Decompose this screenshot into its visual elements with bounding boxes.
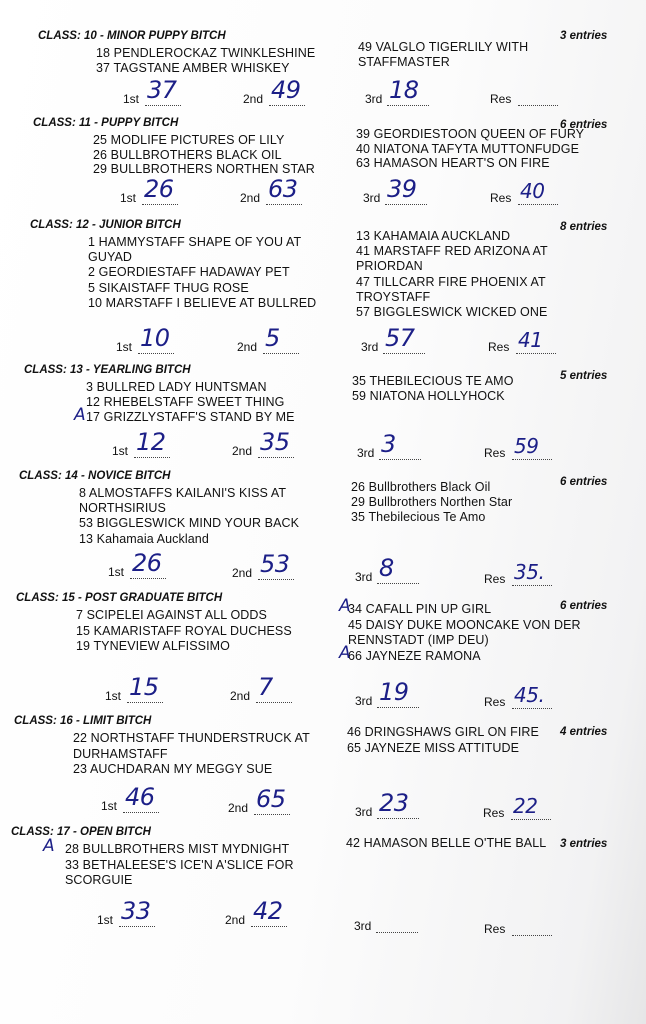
placing-label-third: 3rd — [361, 340, 379, 354]
placing-label-first: 1st — [123, 92, 140, 106]
placing-label-res: Res — [490, 191, 512, 205]
handwritten-placing-res: 41 — [518, 328, 543, 352]
handwritten-placing-second: 5 — [265, 324, 280, 352]
handwritten-placing-first: 26 — [132, 549, 162, 577]
placing-line-second — [269, 104, 305, 106]
handwritten-placing-third: 3 — [381, 430, 396, 458]
placing-line-res — [512, 458, 552, 460]
placing-label-first: 1st — [116, 340, 133, 354]
placing-line-res — [518, 104, 558, 106]
class-entry-count: 6 entries — [560, 600, 608, 612]
handwritten-placing-res: 40 — [520, 179, 545, 203]
handwritten-placing-first: 46 — [125, 783, 155, 811]
placing-label-res: Res — [484, 695, 506, 709]
handwritten-placing-third: 39 — [387, 175, 417, 203]
dog-entry-right: 39 GEORDIESTOON QUEEN OF FURY — [356, 127, 585, 141]
absent-mark: A — [43, 836, 55, 856]
absent-mark: A — [74, 405, 86, 426]
class-entry-count: 3 entries — [560, 30, 608, 42]
handwritten-placing-third: 8 — [379, 554, 394, 582]
dog-entry-left: 10 MARSTAFF I BELIEVE AT BULLRED — [88, 295, 317, 310]
placing-line-second — [263, 352, 299, 354]
placing-line-second — [258, 456, 294, 458]
placing-line-first — [142, 203, 178, 205]
handwritten-placing-second: 7 — [258, 673, 273, 701]
class-entry-count: 6 entries — [560, 119, 608, 131]
dog-entry-right: 45 DAISY DUKE MOONCAKE VON DER — [348, 617, 581, 632]
dog-entry-left: 3 BULLRED LADY HUNTSMAN — [86, 380, 267, 394]
handwritten-placing-third: 57 — [385, 324, 415, 352]
placing-line-third — [385, 203, 427, 205]
placing-line-first — [119, 925, 155, 927]
class-title: CLASS: 12 - JUNIOR BITCH — [30, 219, 181, 231]
placing-label-res: Res — [483, 806, 505, 820]
dog-entry-right: 41 MARSTAFF RED ARIZONA AT — [356, 244, 548, 259]
handwritten-placing-first: 15 — [129, 673, 159, 701]
class-entry-count: 6 entries — [560, 476, 608, 488]
placing-line-res — [518, 203, 558, 205]
dog-entry-right: 59 NIATONA HOLLYHOCK — [352, 389, 505, 404]
dog-entry-left: 18 PENDLEROCKAZ TWINKLESHINE — [96, 46, 316, 60]
placing-line-third — [383, 352, 425, 354]
dog-entry-left: DURHAMSTAFF — [73, 746, 168, 761]
handwritten-placing-res: 22 — [513, 794, 538, 818]
placing-line-second — [258, 578, 294, 580]
placing-label-third: 3rd — [355, 570, 373, 584]
dog-entry-left: NORTHSIRIUS — [79, 501, 166, 516]
placing-label-first: 1st — [101, 799, 118, 813]
dog-entry-right: 49 VALGLO TIGERLILY WITH — [358, 40, 529, 54]
placing-label-second: 2nd — [225, 913, 246, 927]
placing-line-res — [511, 818, 551, 820]
dog-entry-left: 29 BULLBROTHERS NORTHEN STAR — [93, 162, 315, 176]
placing-line-first — [134, 456, 170, 458]
dog-entry-left: 19 TYNEVIEW ALFISSIMO — [76, 639, 230, 653]
placing-label-third: 3rd — [355, 694, 373, 708]
class-entry-count: 8 entries — [560, 221, 608, 233]
handwritten-placing-second: 42 — [253, 897, 283, 925]
placing-line-third — [377, 706, 419, 708]
placing-line-first — [123, 811, 159, 813]
placing-line-first — [145, 104, 181, 106]
placing-label-first: 1st — [108, 565, 125, 579]
placing-label-res: Res — [490, 92, 512, 106]
placing-line-second — [254, 813, 290, 815]
placing-label-second: 2nd — [232, 566, 253, 580]
dog-entry-left: 12 RHEBELSTAFF SWEET THING — [86, 395, 285, 410]
dog-entry-left: 7 SCIPELEI AGAINST ALL ODDS — [76, 608, 267, 622]
handwritten-placing-third: 19 — [379, 678, 409, 706]
handwritten-placing-first: 12 — [136, 428, 166, 456]
dog-entry-right: 29 Bullbrothers Northen Star — [351, 495, 513, 510]
placing-line-res — [516, 352, 556, 354]
dog-entry-right: 46 DRINGSHAWS GIRL ON FIRE — [347, 725, 539, 739]
placing-label-second: 2nd — [243, 92, 264, 106]
dog-entry-left: 23 AUCHDARAN MY MEGGY SUE — [73, 762, 273, 776]
absent-mark: A — [339, 642, 351, 663]
class-title: CLASS: 10 - MINOR PUPPY BITCH — [38, 30, 226, 42]
handwritten-placing-first: 10 — [140, 324, 170, 352]
placing-label-res: Res — [484, 572, 506, 586]
placing-label-third: 3rd — [363, 191, 381, 205]
handwritten-placing-second: 53 — [260, 550, 290, 578]
class-entry-count: 4 entries — [560, 726, 608, 738]
placing-line-first — [127, 701, 163, 703]
placing-line-first — [138, 352, 174, 354]
handwritten-placing-first: 26 — [144, 175, 174, 203]
class-title: CLASS: 11 - PUPPY BITCH — [33, 117, 179, 129]
handwritten-placing-second: 65 — [256, 785, 286, 813]
dog-entry-right: 66 JAYNEZE RAMONA — [348, 648, 481, 663]
placing-label-first: 1st — [105, 689, 122, 703]
dog-entry-left: 28 BULLBROTHERS MIST MYDNIGHT — [65, 842, 290, 856]
class-title: CLASS: 14 - NOVICE BITCH — [19, 470, 171, 482]
handwritten-placing-first: 37 — [147, 76, 177, 104]
placing-label-second: 2nd — [237, 340, 258, 354]
absent-mark: A — [339, 596, 351, 616]
dog-entry-left: SCORGUIE — [65, 873, 133, 887]
placing-label-res: Res — [484, 446, 506, 460]
handwritten-placing-second: 49 — [271, 76, 301, 104]
class-title: CLASS: 16 - LIMIT BITCH — [14, 715, 152, 727]
dog-entry-left: 13 Kahamaia Auckland — [79, 531, 209, 546]
placing-label-second: 2nd — [228, 801, 249, 815]
placing-line-second — [266, 203, 302, 205]
placing-label-second: 2nd — [230, 689, 251, 703]
dog-entry-right: PRIORDAN — [356, 259, 423, 274]
dog-entry-left: 2 GEORDIESTAFF HADAWAY PET — [88, 265, 290, 280]
placing-label-first: 1st — [97, 913, 114, 927]
dog-entry-left: 1 HAMMYSTAFF SHAPE OF YOU AT — [88, 235, 302, 249]
dog-entry-right: 63 HAMASON HEART'S ON FIRE — [356, 156, 550, 170]
placing-line-res — [512, 584, 552, 586]
placing-line-first — [130, 577, 166, 579]
dog-entry-right: RENNSTADT (IMP DEU) — [348, 633, 489, 647]
placing-label-res: Res — [484, 922, 506, 936]
handwritten-placing-third: 23 — [379, 789, 409, 817]
dog-entry-left: 8 ALMOSTAFFS KAILANI'S KISS AT — [79, 486, 287, 500]
dog-entry-left: 25 MODLIFE PICTURES OF LILY — [93, 133, 285, 147]
class-entry-count: 5 entries — [560, 370, 608, 382]
dog-entry-right: 65 JAYNEZE MISS ATTITUDE — [347, 740, 520, 755]
placing-line-third — [376, 931, 418, 933]
handwritten-placing-res: 59 — [514, 434, 539, 458]
dog-entry-left: 33 BETHALEESE'S ICE'N A'SLICE FOR — [65, 857, 294, 872]
dog-entry-left: GUYAD — [88, 250, 133, 265]
placing-label-first: 1st — [112, 444, 129, 458]
placing-line-res — [512, 707, 552, 709]
dog-entry-left: 26 BULLBROTHERS BLACK OIL — [93, 147, 282, 162]
placing-label-third: 3rd — [354, 919, 372, 933]
dog-entry-right: 57 BIGGLESWICK WICKED ONE — [356, 305, 548, 319]
handwritten-placing-second: 35 — [260, 428, 290, 456]
dog-entry-right: 40 NIATONA TAFYTA MUTTONFUDGE — [356, 141, 580, 156]
placing-line-second — [256, 701, 292, 703]
handwritten-placing-res: 45. — [514, 683, 545, 707]
handwritten-placing-first: 33 — [121, 897, 151, 925]
dog-entry-left: 22 NORTHSTAFF THUNDERSTRUCK AT — [73, 731, 310, 745]
dog-entry-right: 13 KAHAMAIA AUCKLAND — [356, 229, 511, 243]
placing-label-second: 2nd — [240, 191, 261, 205]
placing-line-third — [377, 582, 419, 584]
dog-entry-right: 35 Thebilecious Te Amo — [351, 510, 486, 525]
dog-entry-right: TROYSTAFF — [356, 289, 431, 304]
dog-entry-left: 37 TAGSTANE AMBER WHISKEY — [96, 60, 290, 75]
dog-entry-left: 17 GRIZZLYSTAFF'S STAND BY ME — [86, 410, 295, 425]
class-entry-count: 3 entries — [560, 838, 608, 850]
placing-label-third: 3rd — [355, 805, 373, 819]
placing-label-second: 2nd — [232, 444, 253, 458]
placing-label-res: Res — [488, 340, 510, 354]
placing-label-third: 3rd — [357, 446, 375, 460]
dog-entry-right: 42 HAMASON BELLE O'THE BALL — [346, 836, 547, 850]
dog-entry-left: 5 SIKAISTAFF THUG ROSE — [88, 280, 249, 295]
placing-label-third: 3rd — [365, 92, 383, 106]
dog-entry-right: 34 CAFALL PIN UP GIRL — [348, 602, 492, 616]
handwritten-placing-third: 18 — [389, 76, 419, 104]
dog-entry-left: 15 KAMARISTAFF ROYAL DUCHESS — [76, 623, 292, 638]
placing-line-second — [251, 925, 287, 927]
class-title: CLASS: 13 - YEARLING BITCH — [24, 364, 191, 376]
handwritten-placing-second: 63 — [268, 175, 298, 203]
dog-entry-right: 26 Bullbrothers Black Oil — [351, 480, 491, 494]
class-title: CLASS: 17 - OPEN BITCH — [11, 826, 151, 838]
dog-entry-right: 35 THEBILECIOUS TE AMO — [352, 374, 514, 388]
class-title: CLASS: 15 - POST GRADUATE BITCH — [16, 592, 223, 604]
dog-entry-right: 47 TILLCARR FIRE PHOENIX AT — [356, 274, 546, 289]
placing-line-third — [379, 458, 421, 460]
placing-label-first: 1st — [120, 191, 137, 205]
placing-line-res — [512, 934, 552, 936]
placing-line-third — [377, 817, 419, 819]
dog-entry-left: 53 BIGGLESWICK MIND YOUR BACK — [79, 516, 300, 531]
placing-line-third — [387, 104, 429, 106]
dog-entry-right: STAFFMASTER — [358, 54, 450, 69]
handwritten-placing-res: 35. — [514, 560, 545, 584]
